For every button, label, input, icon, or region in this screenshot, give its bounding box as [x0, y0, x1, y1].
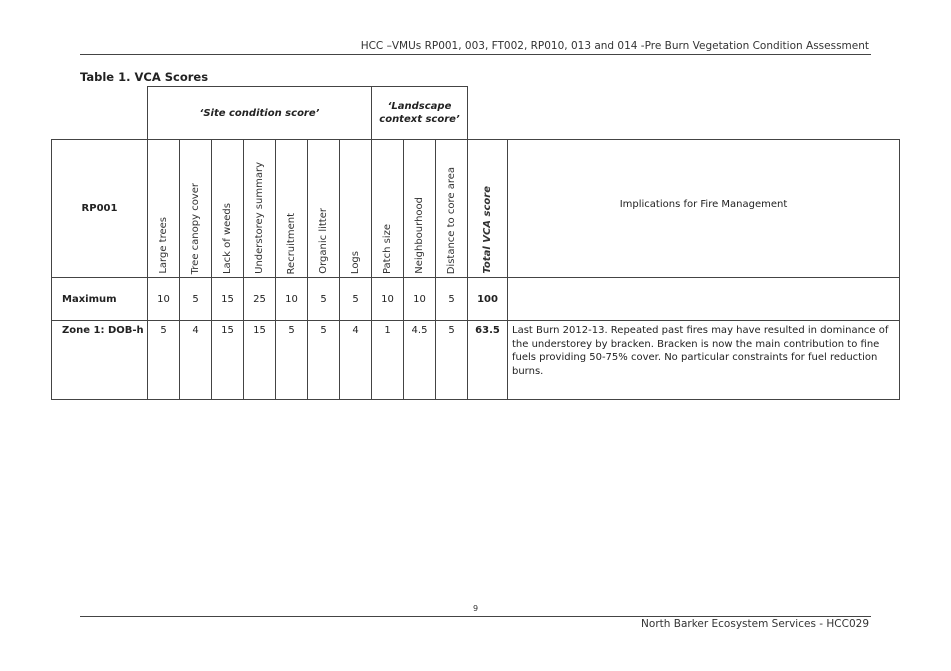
total-score-cell: 100	[468, 278, 508, 321]
column-header: Distance to core area	[436, 140, 468, 278]
column-header-row	[52, 140, 900, 278]
site-condition-header: ‘Site condition score’	[148, 87, 372, 140]
score-cell: 5	[276, 321, 308, 400]
column-header: Organic litter	[308, 140, 340, 278]
total-score-cell: 63.5	[468, 321, 508, 400]
implications-cell: Last Burn 2012-13. Repeated past fires may have resulted in dominance of the understorey by bracken. Bracken is now the main contribution to fine fuels providing 50-75% cover. No particular constraints for fuel reduction burns.	[508, 321, 900, 400]
column-header: Lack of weeds	[212, 140, 244, 278]
document-footer: North Barker Ecosystem Services - HCC029	[641, 618, 869, 630]
landscape-context-header: ‘Landscape context score’	[372, 87, 468, 140]
group-header-row	[52, 87, 900, 140]
score-cell: 15	[212, 321, 244, 400]
vca-scores-table	[51, 86, 900, 400]
score-cell: 4.5	[404, 321, 436, 400]
row-label: Maximum	[52, 278, 148, 321]
score-cell: 4	[180, 321, 212, 400]
score-cell: 1	[372, 321, 404, 400]
column-header: Large trees	[148, 140, 180, 278]
score-cell: 15	[244, 321, 276, 400]
score-cell: 5	[436, 278, 468, 321]
table-title: Table 1. VCA Scores	[80, 70, 209, 84]
column-header: Neighbourhood	[404, 140, 436, 278]
column-header: Tree canopy cover	[180, 140, 212, 278]
score-cell: 4	[340, 321, 372, 400]
score-cell: 5	[308, 321, 340, 400]
table-row	[52, 278, 900, 321]
score-cell: 5	[308, 278, 340, 321]
score-cell: 5	[148, 321, 180, 400]
column-header: Understorey summary	[244, 140, 276, 278]
header-divider	[80, 54, 871, 55]
score-cell: 5	[436, 321, 468, 400]
footer-divider	[80, 616, 871, 617]
document-header: HCC –VMUs RP001, 003, FT002, RP010, 013 and 014 -Pre Burn Vegetation Condition Assessment	[360, 40, 869, 52]
table-row	[52, 321, 900, 400]
score-cell: 10	[372, 278, 404, 321]
score-cell: 10	[276, 278, 308, 321]
score-cell: 10	[404, 278, 436, 321]
rp-label: RP001	[52, 140, 148, 278]
score-cell: 25	[244, 278, 276, 321]
implications-cell	[508, 278, 900, 321]
score-cell: 5	[340, 278, 372, 321]
implications-header: Implications for Fire Management	[508, 140, 900, 278]
page-number: 9	[472, 604, 479, 613]
total-column-header: Total VCA score	[468, 140, 508, 278]
column-header: Recruitment	[276, 140, 308, 278]
score-cell: 5	[180, 278, 212, 321]
column-header: Logs	[340, 140, 372, 278]
column-header: Patch size	[372, 140, 404, 278]
score-cell: 15	[212, 278, 244, 321]
score-cell: 10	[148, 278, 180, 321]
row-label: Zone 1: DOB-h	[52, 321, 148, 400]
